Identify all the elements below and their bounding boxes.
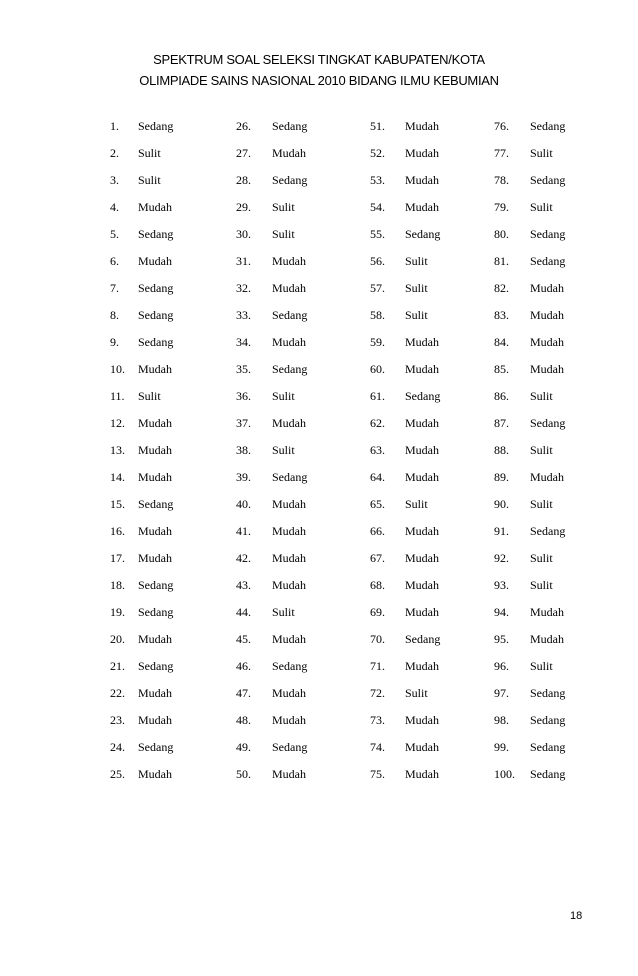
difficulty-level: Sedang <box>138 335 174 349</box>
difficulty-level: Sulit <box>530 659 553 673</box>
question-number: 37. <box>236 416 251 430</box>
question-number: 15. <box>110 497 125 511</box>
question-number: 73. <box>370 713 385 727</box>
difficulty-level: Mudah <box>138 443 172 457</box>
difficulty-level: Sedang <box>272 362 308 376</box>
difficulty-level: Sedang <box>530 524 566 538</box>
difficulty-level: Mudah <box>530 281 564 295</box>
difficulty-level: Mudah <box>405 713 439 727</box>
question-number: 35. <box>236 362 251 376</box>
difficulty-level: Mudah <box>405 335 439 349</box>
question-number: 83. <box>494 308 509 322</box>
difficulty-level: Sedang <box>272 470 308 484</box>
question-number: 46. <box>236 659 251 673</box>
difficulty-level: Mudah <box>138 416 172 430</box>
question-number: 88. <box>494 443 509 457</box>
table-row <box>0 711 638 729</box>
question-number: 29. <box>236 200 251 214</box>
difficulty-level: Mudah <box>272 578 306 592</box>
difficulty-level: Mudah <box>530 470 564 484</box>
difficulty-level: Sedang <box>272 173 308 187</box>
difficulty-level: Mudah <box>138 254 172 268</box>
question-number: 10. <box>110 362 125 376</box>
question-number: 28. <box>236 173 251 187</box>
question-number: 18. <box>110 578 125 592</box>
difficulty-level: Sulit <box>530 551 553 565</box>
question-number: 78. <box>494 173 509 187</box>
question-number: 42. <box>236 551 251 565</box>
difficulty-level: Sedang <box>138 578 174 592</box>
question-number: 54. <box>370 200 385 214</box>
question-number: 16. <box>110 524 125 538</box>
difficulty-level: Sedang <box>272 659 308 673</box>
difficulty-level: Sulit <box>272 389 295 403</box>
table-row <box>0 738 638 756</box>
table-row <box>0 549 638 567</box>
question-number: 39. <box>236 470 251 484</box>
difficulty-level: Sulit <box>272 227 295 241</box>
question-number: 32. <box>236 281 251 295</box>
difficulty-level: Mudah <box>530 362 564 376</box>
table-row <box>0 684 638 702</box>
difficulty-level: Mudah <box>272 551 306 565</box>
difficulty-level: Mudah <box>272 524 306 538</box>
question-number: 41. <box>236 524 251 538</box>
difficulty-level: Sedang <box>530 740 566 754</box>
question-number: 60. <box>370 362 385 376</box>
difficulty-level: Mudah <box>272 146 306 160</box>
difficulty-level: Mudah <box>405 740 439 754</box>
question-number: 57. <box>370 281 385 295</box>
question-number: 75. <box>370 767 385 781</box>
question-number: 48. <box>236 713 251 727</box>
question-number: 94. <box>494 605 509 619</box>
difficulty-level: Mudah <box>272 767 306 781</box>
question-number: 30. <box>236 227 251 241</box>
page-title: SPEKTRUM SOAL SELEKSI TINGKAT KABUPATEN/KOTA <box>153 52 485 67</box>
difficulty-level: Mudah <box>138 200 172 214</box>
question-number: 74. <box>370 740 385 754</box>
difficulty-level: Sedang <box>138 605 174 619</box>
difficulty-level: Mudah <box>405 443 439 457</box>
difficulty-level: Mudah <box>405 119 439 133</box>
difficulty-level: Sulit <box>405 686 428 700</box>
question-number: 76. <box>494 119 509 133</box>
difficulty-level: Sedang <box>530 119 566 133</box>
difficulty-level: Sedang <box>530 227 566 241</box>
difficulty-level: Sulit <box>272 200 295 214</box>
difficulty-level: Mudah <box>272 416 306 430</box>
table-row <box>0 414 638 432</box>
difficulty-level: Sedang <box>138 497 174 511</box>
difficulty-level: Mudah <box>405 524 439 538</box>
difficulty-level: Sedang <box>405 389 441 403</box>
difficulty-level: Sedang <box>138 281 174 295</box>
question-number: 64. <box>370 470 385 484</box>
difficulty-level: Mudah <box>405 416 439 430</box>
difficulty-level: Mudah <box>530 308 564 322</box>
question-number: 17. <box>110 551 125 565</box>
question-number: 91. <box>494 524 509 538</box>
table-row <box>0 252 638 270</box>
question-number: 31. <box>236 254 251 268</box>
question-number: 3. <box>110 173 119 187</box>
difficulty-level: Mudah <box>138 767 172 781</box>
question-number: 62. <box>370 416 385 430</box>
question-number: 97. <box>494 686 509 700</box>
table-row <box>0 495 638 513</box>
difficulty-level: Mudah <box>138 686 172 700</box>
difficulty-level: Sedang <box>530 767 566 781</box>
table-row <box>0 360 638 378</box>
difficulty-level: Sulit <box>272 605 295 619</box>
question-number: 53. <box>370 173 385 187</box>
table-row <box>0 171 638 189</box>
question-number: 98. <box>494 713 509 727</box>
difficulty-level: Sulit <box>405 497 428 511</box>
difficulty-level: Sedang <box>530 416 566 430</box>
question-number: 2. <box>110 146 119 160</box>
question-number: 44. <box>236 605 251 619</box>
question-number: 49. <box>236 740 251 754</box>
question-number: 85. <box>494 362 509 376</box>
table-row <box>0 657 638 675</box>
question-number: 20. <box>110 632 125 646</box>
question-number: 43. <box>236 578 251 592</box>
difficulty-level: Sulit <box>530 497 553 511</box>
difficulty-level: Mudah <box>272 713 306 727</box>
difficulty-level: Mudah <box>272 497 306 511</box>
difficulty-level: Mudah <box>272 686 306 700</box>
question-number: 6. <box>110 254 119 268</box>
table-row <box>0 576 638 594</box>
table-row <box>0 333 638 351</box>
difficulty-level: Sedang <box>138 308 174 322</box>
question-number: 27. <box>236 146 251 160</box>
question-number: 82. <box>494 281 509 295</box>
difficulty-level: Sedang <box>405 227 441 241</box>
question-number: 58. <box>370 308 385 322</box>
difficulty-level: Sulit <box>530 443 553 457</box>
table-row <box>0 522 638 540</box>
difficulty-level: Mudah <box>405 551 439 565</box>
difficulty-level: Sedang <box>272 119 308 133</box>
question-number: 24. <box>110 740 125 754</box>
difficulty-level: Mudah <box>138 362 172 376</box>
difficulty-level: Sedang <box>530 686 566 700</box>
question-number: 59. <box>370 335 385 349</box>
difficulty-level: Mudah <box>272 335 306 349</box>
question-number: 56. <box>370 254 385 268</box>
question-number: 93. <box>494 578 509 592</box>
question-number: 50. <box>236 767 251 781</box>
question-number: 12. <box>110 416 125 430</box>
question-number: 45. <box>236 632 251 646</box>
question-number: 13. <box>110 443 125 457</box>
difficulty-level: Mudah <box>272 254 306 268</box>
difficulty-level: Sedang <box>530 254 566 268</box>
table-row <box>0 144 638 162</box>
question-number: 25. <box>110 767 125 781</box>
question-number: 71. <box>370 659 385 673</box>
difficulty-level: Mudah <box>530 605 564 619</box>
table-row <box>0 279 638 297</box>
difficulty-level: Mudah <box>405 578 439 592</box>
difficulty-level: Sulit <box>405 254 428 268</box>
difficulty-level: Sulit <box>272 443 295 457</box>
question-number: 4. <box>110 200 119 214</box>
question-number: 65. <box>370 497 385 511</box>
question-number: 81. <box>494 254 509 268</box>
difficulty-level: Mudah <box>138 524 172 538</box>
question-number: 69. <box>370 605 385 619</box>
question-number: 84. <box>494 335 509 349</box>
question-number: 77. <box>494 146 509 160</box>
difficulty-level: Mudah <box>138 632 172 646</box>
question-number: 87. <box>494 416 509 430</box>
difficulty-level: Sulit <box>405 281 428 295</box>
question-number: 14. <box>110 470 125 484</box>
question-number: 47. <box>236 686 251 700</box>
difficulty-level: Sedang <box>272 740 308 754</box>
table-row <box>0 225 638 243</box>
difficulty-level: Sulit <box>138 173 161 187</box>
question-number: 96. <box>494 659 509 673</box>
question-number: 19. <box>110 605 125 619</box>
difficulty-level: Mudah <box>138 470 172 484</box>
table-row <box>0 441 638 459</box>
question-number: 68. <box>370 578 385 592</box>
question-number: 23. <box>110 713 125 727</box>
difficulty-level: Sedang <box>138 227 174 241</box>
question-number: 92. <box>494 551 509 565</box>
question-number: 5. <box>110 227 119 241</box>
table-row <box>0 468 638 486</box>
page-subtitle: OLIMPIADE SAINS NASIONAL 2010 BIDANG ILMU KEBUMIAN <box>139 73 499 88</box>
difficulty-level: Mudah <box>405 200 439 214</box>
question-number: 67. <box>370 551 385 565</box>
difficulty-level: Mudah <box>405 173 439 187</box>
question-number: 51. <box>370 119 385 133</box>
question-number: 80. <box>494 227 509 241</box>
difficulty-level: Mudah <box>272 281 306 295</box>
difficulty-level: Sedang <box>530 713 566 727</box>
difficulty-level: Sulit <box>138 146 161 160</box>
difficulty-level: Sulit <box>530 200 553 214</box>
difficulty-level: Mudah <box>405 362 439 376</box>
difficulty-level: Mudah <box>138 551 172 565</box>
question-number: 52. <box>370 146 385 160</box>
difficulty-level: Sedang <box>138 119 174 133</box>
question-number: 55. <box>370 227 385 241</box>
difficulty-level: Mudah <box>405 605 439 619</box>
question-number: 33. <box>236 308 251 322</box>
question-number: 100. <box>494 767 515 781</box>
difficulty-level: Mudah <box>405 146 439 160</box>
page-number: 18 <box>570 910 583 922</box>
question-number: 38. <box>236 443 251 457</box>
difficulty-level: Mudah <box>405 659 439 673</box>
question-number: 22. <box>110 686 125 700</box>
question-number: 11. <box>110 389 125 403</box>
difficulty-level: Mudah <box>530 335 564 349</box>
difficulty-level: Sedang <box>272 308 308 322</box>
table-row <box>0 198 638 216</box>
difficulty-level: Sedang <box>138 659 174 673</box>
table-row <box>0 117 638 135</box>
question-number: 36. <box>236 389 251 403</box>
difficulty-level: Sedang <box>138 740 174 754</box>
question-number: 26. <box>236 119 251 133</box>
table-row <box>0 765 638 783</box>
difficulty-level: Sedang <box>405 632 441 646</box>
difficulty-level: Mudah <box>138 713 172 727</box>
difficulty-level: Mudah <box>405 767 439 781</box>
question-number: 99. <box>494 740 509 754</box>
question-number: 72. <box>370 686 385 700</box>
question-number: 79. <box>494 200 509 214</box>
table-row <box>0 603 638 621</box>
table-row <box>0 306 638 324</box>
question-number: 95. <box>494 632 509 646</box>
difficulty-level: Sulit <box>138 389 161 403</box>
question-number: 86. <box>494 389 509 403</box>
question-number: 7. <box>110 281 119 295</box>
difficulty-level: Sulit <box>530 389 553 403</box>
difficulty-level: Sedang <box>530 173 566 187</box>
table-row <box>0 630 638 648</box>
question-number: 66. <box>370 524 385 538</box>
question-number: 8. <box>110 308 119 322</box>
question-number: 70. <box>370 632 385 646</box>
difficulty-level: Mudah <box>530 632 564 646</box>
question-number: 40. <box>236 497 251 511</box>
question-number: 63. <box>370 443 385 457</box>
question-number: 89. <box>494 470 509 484</box>
difficulty-level: Sulit <box>530 146 553 160</box>
question-number: 21. <box>110 659 125 673</box>
difficulty-level: Sulit <box>405 308 428 322</box>
question-number: 90. <box>494 497 509 511</box>
question-number: 34. <box>236 335 251 349</box>
difficulty-level: Mudah <box>272 632 306 646</box>
difficulty-level: Sulit <box>530 578 553 592</box>
question-number: 9. <box>110 335 119 349</box>
question-number: 61. <box>370 389 385 403</box>
difficulty-level: Mudah <box>405 470 439 484</box>
question-number: 1. <box>110 119 119 133</box>
table-row <box>0 387 638 405</box>
